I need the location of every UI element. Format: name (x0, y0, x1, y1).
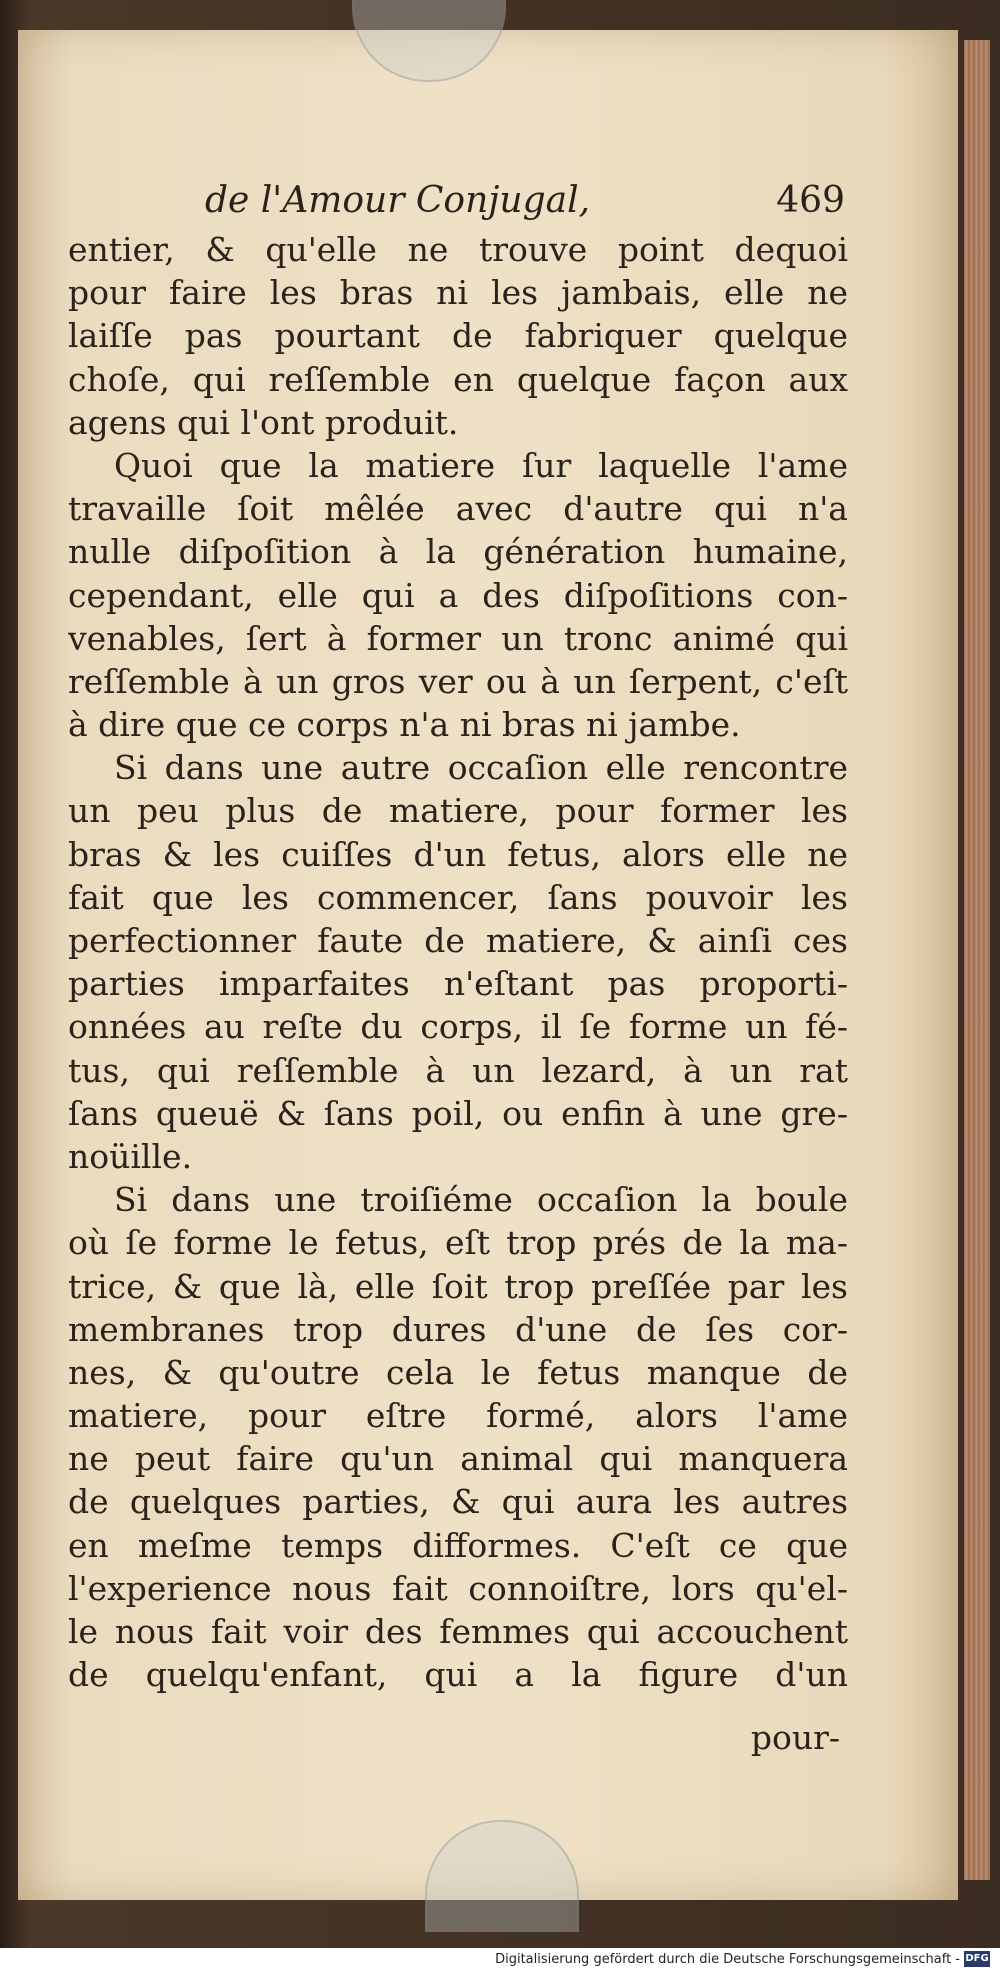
text-line: membranes trop dures d'une de ſes cor- (68, 1309, 848, 1349)
text-line: laiſſe pas pourtant de fabriquer quelque (68, 316, 848, 356)
text-line: nulle diſpoſition à la génération humaine, (68, 532, 848, 572)
text-line: venables, ſert à former un tronc animé qui (68, 618, 848, 658)
text-line: ne peut faire qu'un animal qui manquera (68, 1439, 848, 1479)
text-line: entier, & qu'elle ne trouve point dequoi (68, 230, 848, 269)
text-line: le nous fait voir des femmes qui accouchent (68, 1612, 848, 1651)
page-edges (964, 40, 990, 1880)
text-line: bras & les cuiſſes d'un fetus, alors elle ne (68, 834, 848, 874)
text-line: en meſme temps difformes. C'eſt ce que (68, 1525, 848, 1565)
text-line: parties imparfaites n'eſtant pas proporti- (68, 964, 848, 1004)
text-line: pour faire les bras ni les jambais, elle ne (68, 273, 848, 313)
running-title: de l'Amour Conjugal, (205, 180, 591, 221)
text-line: perfectionner faute de matiere, & ainſi ces (68, 921, 848, 960)
text-line: trice, & que là, elle ſoit trop preſſée par les (68, 1266, 848, 1306)
running-header (205, 180, 845, 228)
text-line: nes, & qu'outre cela le fetus manque de (68, 1352, 848, 1392)
body-text (68, 228, 848, 1696)
text-line: choſe, qui reſſemble en quelque façon aux (68, 359, 848, 399)
text-line: de quelques parties, & qui aura les autres (68, 1482, 848, 1522)
text-line: travaille ſoit mêlée avec d'autre qui n'a (68, 489, 848, 529)
text-line: à dire que ce corps n'a ni bras ni jambe. (68, 705, 741, 745)
text-line: de quelqu'enfant, qui a la figure d'un (68, 1655, 848, 1695)
text-line: Si dans une troiſiéme occaſion la boule (114, 1180, 848, 1220)
text-line: où ſe forme le fetus, eſt trop prés de la ma- (68, 1223, 848, 1263)
text-line: ſans queuë & ſans poil, ou enfin à une gre- (68, 1093, 848, 1133)
text-line: fait que les commencer, ſans pouvoir les (68, 877, 848, 917)
page-number: 469 (776, 180, 845, 221)
text-line: un peu plus de matiere, pour former les (68, 791, 848, 831)
dfg-logo: DFG (964, 1951, 990, 1967)
text-line: Quoi que la matiere ſur laquelle l'ame (114, 445, 848, 485)
text-line: agens qui l'ont produit. (68, 402, 459, 442)
text-line: reſſemble à un gros ver ou à un ſerpent, c'eſt (68, 661, 848, 701)
text-line: matiere, pour eſtre formé, alors l'ame (68, 1396, 848, 1436)
catchword: pour- (750, 1718, 840, 1757)
text-line: l'experience nous fait connoiſtre, lors qu'el- (68, 1568, 848, 1608)
text-line: onnées au reſte du corps, il ſe forme un fé- (68, 1007, 848, 1047)
text-line: tus, qui reſſemble à un lezard, à un rat (68, 1050, 848, 1090)
text-line: noüille. (68, 1136, 193, 1176)
text-line: Si dans une autre occaſion elle rencontre (114, 748, 848, 788)
text-line: cependant, elle qui a des diſpoſitions con- (68, 575, 848, 615)
digitization-credit: Digitalisierung gefördert durch die Deutsche Forschungsgemeinschaft - (495, 1952, 960, 1967)
